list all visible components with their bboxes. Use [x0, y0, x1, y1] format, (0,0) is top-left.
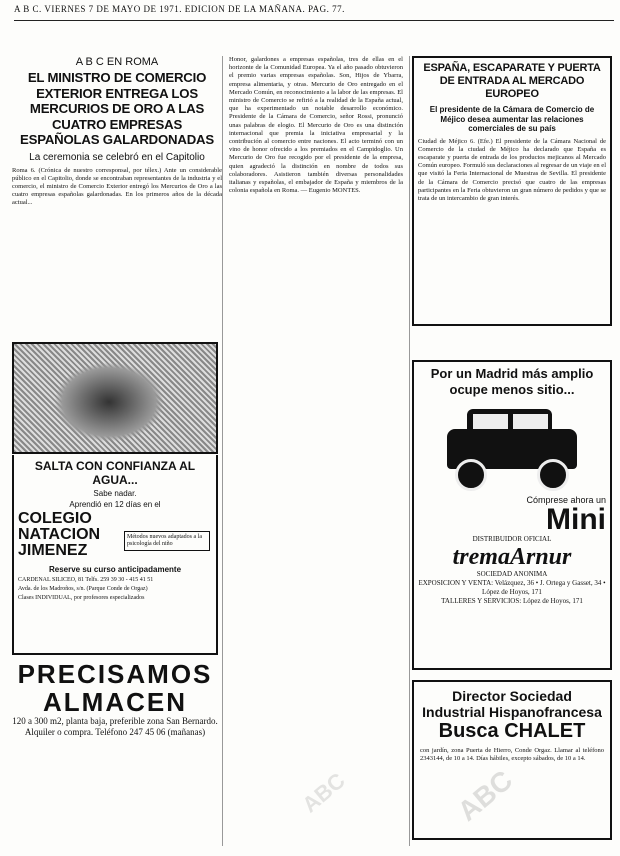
swim-ad [12, 455, 218, 655]
school-name: COLEGIO NATACION JIMENEZ [18, 510, 101, 559]
article-headline: EL MINISTRO DE COMERCIO EXTERIOR ENTREGA LOS MERCURIOS DE ORO A LAS CUATRO EMPRESAS ESPAÑOLAS GALARDONADAS [20, 70, 214, 147]
swim-ad-photo [12, 342, 218, 454]
swim-reserve: Reserve su curso anticipadamente [48, 565, 182, 574]
box-deck: El presidente de la Cámara de Comercio de Méjico desea aumentar las relaciones comerciales de su país [429, 105, 595, 133]
swim-ad-line2: Aprendió en 12 días en el [69, 500, 161, 509]
article-continuation [222, 56, 410, 846]
article-main [12, 56, 222, 336]
box-body: Ciudad de Méjico 6. (Efe.) El presidente de la Cámara Nacional de Comercio de la ciudad de Méjico ha declarado que España es escaparate y puerta de entrada de los productos mejicanos al Mercado Común europeo. Formuló sus declaraciones al regresar de un viaje en el que visitó la Feria Internacional de Muestras de Sevilla. El presidente de la Cámara de Comercio precisó que cuatro de las empresas participantes en la Feria obtuvieron un gran número de pedidos y que se trata de un intercambio de gran interés. [418, 137, 606, 202]
mini-ad [412, 360, 612, 670]
mini-ad-title: Por un Madrid más amplio ocupe menos sitio... [430, 366, 594, 397]
mini-car-image [437, 404, 587, 489]
mini-logo: Mini [546, 503, 606, 536]
chalet-ad [412, 680, 612, 840]
chalet-text: con jardín, zona Puerta de Hierro, Conde Orgaz. Llamar al teléfono 2343144, de 10 a 14. Días hábiles, excepto sábados, de 10 a 14. [420, 747, 604, 763]
swim-address-2: Avda. de los Madroños, s/n. (Parque Conde de Orgaz) [18, 586, 148, 592]
article-kicker: A B C EN ROMA [75, 56, 159, 68]
dealer-label: DISTRIBUIDOR OFICIAL [472, 535, 552, 543]
box-headline: ESPAÑA, ESCAPARATE Y PUERTA DE ENTRADA AL MERCADO EUROPEO [423, 62, 601, 100]
dealer-brand: tremaArnur [452, 544, 572, 570]
abc-watermark-2: ABC [297, 767, 350, 818]
page-header: A B C. VIERNES 7 DE MAYO DE 1971. EDICION DE LA MAÑANA. PAG. 77. [14, 4, 614, 21]
swimmer-image [54, 362, 164, 442]
article-subhead: La ceremonia se celebró en el Capitolio [29, 151, 205, 163]
mexico-news-box [412, 56, 612, 326]
chalet-line2: Industrial Hispanofrancesa [422, 704, 602, 720]
chalet-line3: Busca CHALET [438, 720, 586, 742]
dealer-brand-sub: SOCIEDAD ANONIMA [476, 570, 548, 578]
school-note: Métodos nuevos adaptados a la psicología del niño [124, 531, 210, 551]
continuation-body: Honor, galardones a empresas españolas, tres de ellas en el horizonte de la Comunidad Europea. Ya el año pasado obtuvieron el premio varias empresas españolas. Son, Hijos de Ybarra, empresa alimentaria, y otras. Mercurio de Oro entregado en el Mercado Común, en reconocimiento a la labor de las empresas. El ministro de Comercio se refirió a la realidad de la España actual, que ha experimentado un notable desarrollo económico. Presidente de la Cámara de Comercio, señor Rossi, pronunció unas palabras de elogio. El Mercurio de Oro es una distinción internacional que premia la iniciativa empresarial y la contribución al comercio entre naciones. El acto terminó con un vino de honor ofrecido a los premiados en el Campidoglio. Un Mercurio de Oro fue recogido por el presidente de la empresa, quien agradeció la distinción en nombre de todos sus colaboradores. Asistieron también diversas personalidades italianas y españolas, el embajador de España y miembros de la colonia española en Roma. — Eugenio MONTES. [229, 56, 403, 195]
abc-watermark: ABC [451, 764, 519, 827]
swim-address-3: Clases INDIVIDUAL, por profesores especializados [18, 595, 145, 601]
almacen-title: PRECISAMOS ALMACEN [17, 660, 213, 717]
swim-ad-line1: Sabe nadar. [93, 489, 137, 498]
dealer-service: TALLERES Y SERVICIOS: López de Hoyos, 171 [441, 597, 583, 605]
article-body: Roma 6. (Crónica de nuestro corresponsal, por télex.) Ante un considerable público en el Capitolio, donde se encontraban representantes de la industria y el comercio, el ministro de Comercio Exterior entregó los Mercurios de Oro a las cuatro empresas españolas galardonadas. En los primeros años de la década actual... [12, 166, 222, 207]
swim-address-1: CARDENAL SILICEO, 81 Telfs. 259 39 30 - 415 41 51 [18, 577, 154, 583]
dealer-expo: EXPOSICION Y VENTA: Velázquez, 36 • J. Ortega y Gasset, 34 • López de Hoyos, 171 [418, 579, 606, 596]
mini-buy-text: Cómprese ahora un [526, 495, 606, 505]
chalet-line1: Director Sociedad [452, 688, 572, 704]
almacen-ad [12, 660, 218, 795]
almacen-text: 120 a 300 m2, planta baja, preferible zona San Bernardo. Alquiler o compra. Teléfono 247 45 06 (mañanas) [12, 716, 218, 737]
swim-ad-title: SALTA CON CONFIANZA AL AGUA... [34, 459, 196, 487]
